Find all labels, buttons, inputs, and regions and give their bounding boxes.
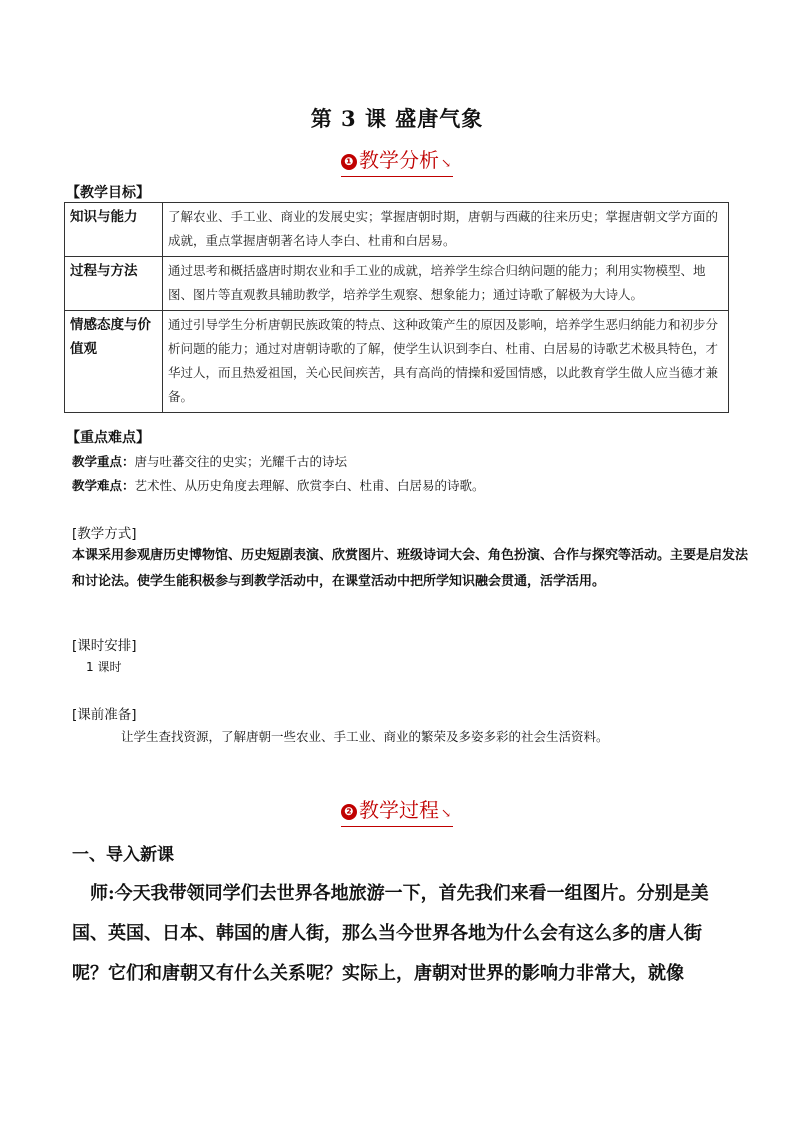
schedule-text: 1 课时: [86, 660, 122, 674]
section-heading-label: 教学分析: [358, 148, 439, 172]
ornament-icon: ↘: [440, 156, 452, 170]
teaching-difficulty-line: [72, 476, 485, 494]
schedule-label: [课时安排]: [72, 638, 137, 654]
table-row: [65, 257, 729, 311]
goal-value: 通过引导学生分析唐朝民族政策的特点、这种政策产生的原因及影响，培养学生恶归纳能力和初步分析问题的能力；通过对唐朝诗歌的了解，使学生认识到李白、杜甫、白居易的诗歌艺术极具特色，才华过人，而且热爱祖国，关心民间疾苦，具有高尚的情操和爱国情感，以此教育学生做人应当德才兼备。: [163, 311, 729, 413]
number-badge-icon: ❷: [341, 804, 357, 820]
goal-value: 了解农业、手工业、商业的发展史实；掌握唐朝时期，唐朝与西藏的往来历史；掌握唐朝文学方面的成就，重点掌握唐朝著名诗人李白、杜甫和白居易。: [163, 203, 729, 257]
intro-heading: 一、导入新课: [72, 845, 174, 865]
goals-table: [64, 202, 729, 413]
table-row: [65, 203, 729, 257]
section-heading-process: [0, 798, 794, 827]
teaching-focus-line: [72, 452, 347, 470]
teaching-difficulty-label: 教学难点：: [72, 478, 135, 493]
number-badge-icon: ❶: [341, 154, 357, 170]
intro-paragraph: 师:今天我带领同学们去世界各地旅游一下，首先我们来看一组图片。分别是美国、英国、日本、韩国的唐人街，那么当今世界各地为什么会有这么多的唐人街呢？它们和唐朝又有什么关系呢？实际上，唐朝对世界的影响力非常大，就像: [72, 883, 709, 984]
goal-key: 知识与能力: [65, 203, 163, 257]
ornament-icon: ↘: [440, 806, 452, 820]
prep-label: [课前准备]: [72, 707, 137, 723]
section-heading-inner: [341, 798, 453, 827]
section-heading-label: 教学过程: [358, 798, 439, 822]
section-heading-inner: [341, 148, 453, 177]
teaching-focus-text: 唐与吐蕃交往的史实；光耀千古的诗坛: [134, 454, 348, 469]
key-points-label: 【重点难点】: [66, 430, 150, 446]
goals-label: 【教学目标】: [66, 185, 150, 201]
goal-value: 通过思考和概括盛唐时期农业和手工业的成就，培养学生综合归纳问题的能力；利用实物模型、地图、图片等直观教具辅助教学，培养学生观察、想象能力；通过诗歌了解极为大诗人。: [163, 257, 729, 311]
table-row: [65, 311, 729, 413]
section-heading-analysis: [0, 148, 794, 177]
method-text: 本课采用参观唐历史博物馆、历史短剧表演、欣赏图片、班级诗词大会、角色扮演、合作与探究等活动。主要是启发法和讨论法。使学生能积极参与到教学活动中，在课堂活动中把所学知识融会贯通，活学活用。: [72, 548, 749, 589]
teaching-difficulty-text: 艺术性、从历史角度去理解、欣赏李白、杜甫、白居易的诗歌。: [134, 478, 485, 493]
goal-key: 情感态度与价值观: [65, 311, 163, 413]
prep-text: 让学生查找资源，了解唐朝一些农业、手工业、商业的繁荣及多姿多彩的社会生活资料。: [121, 729, 609, 744]
teaching-focus-label: 教学重点：: [72, 454, 135, 469]
lesson-title: 第 3 课 盛唐气象: [310, 106, 484, 131]
goal-key: 过程与方法: [65, 257, 163, 311]
method-label: [教学方式]: [72, 526, 137, 542]
